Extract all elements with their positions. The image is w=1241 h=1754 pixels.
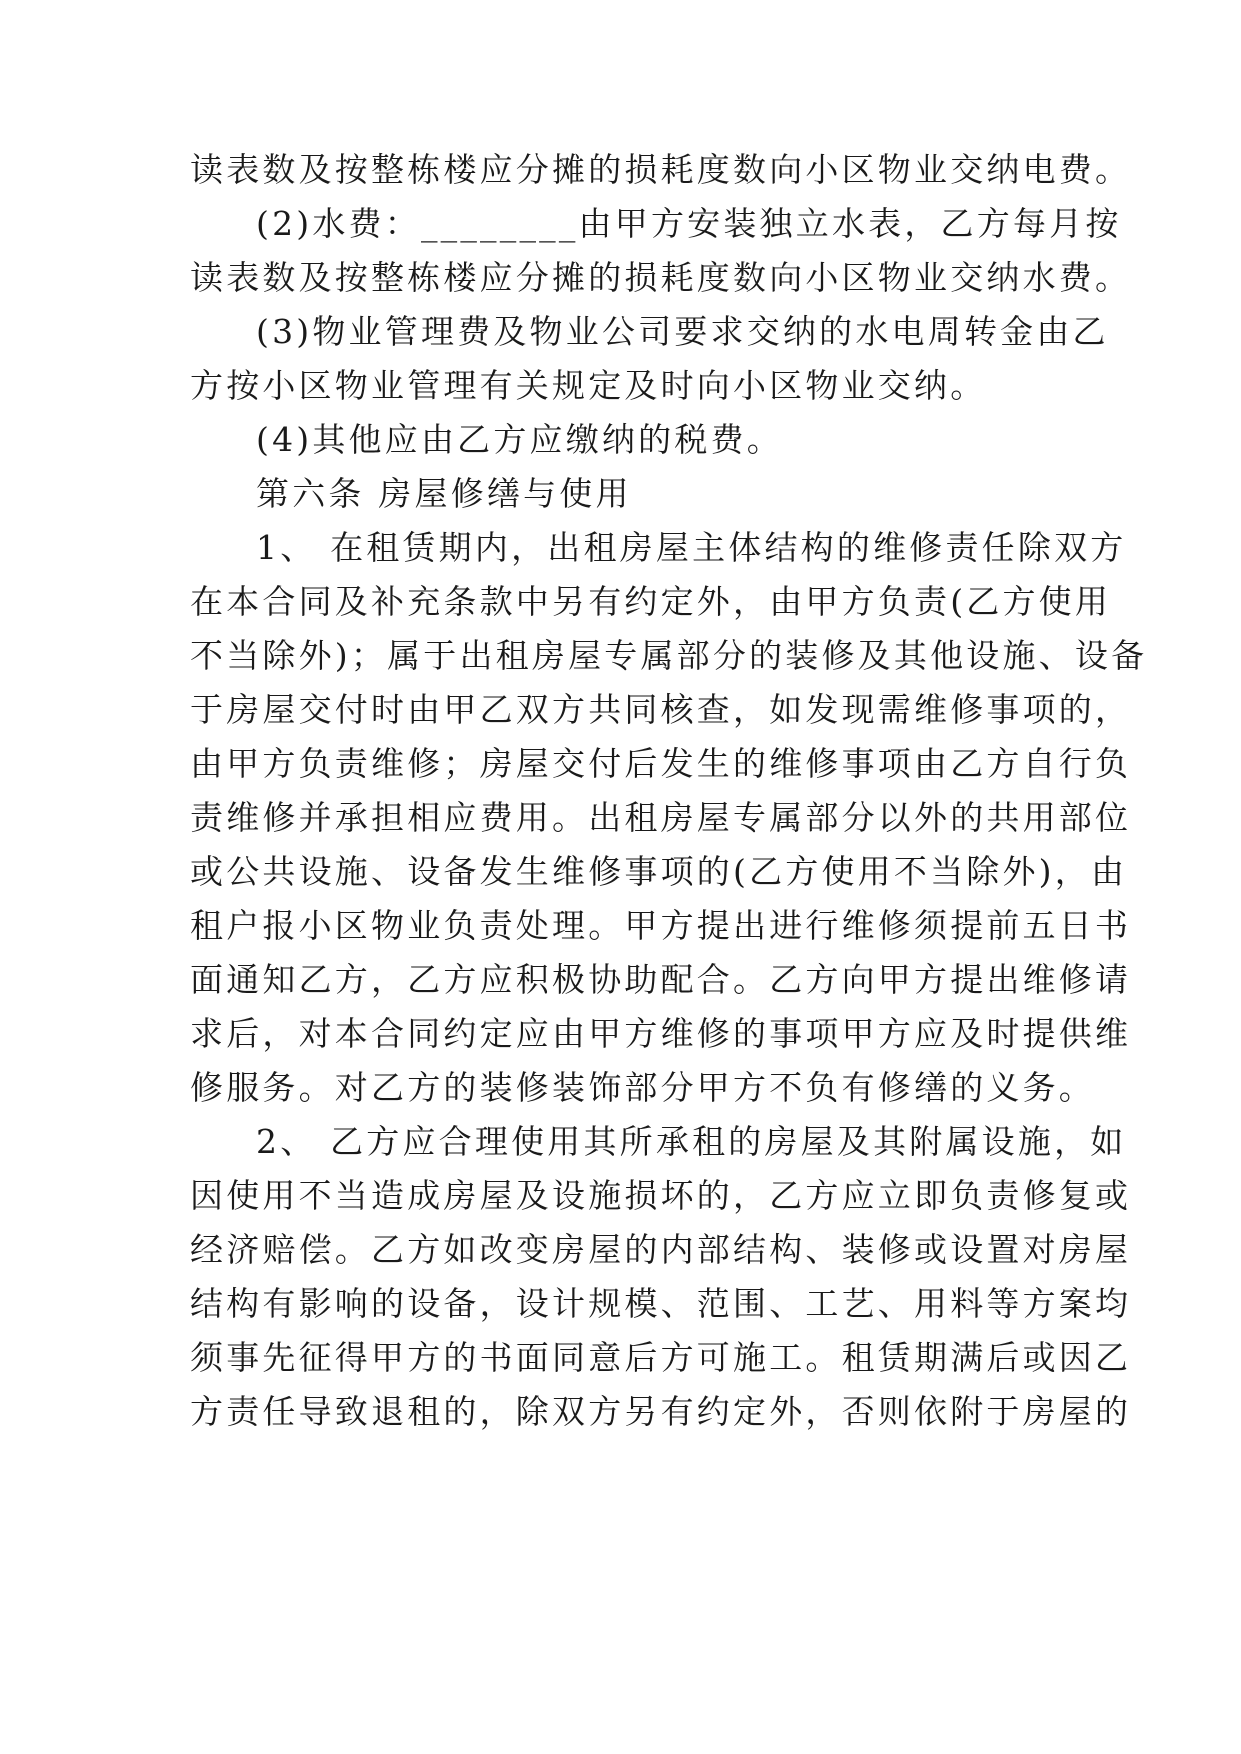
text-line: 于房屋交付时由甲乙双方共同核查，如发现需维修事项的， (190, 690, 1132, 729)
text-line: (3)物业管理费及物业公司要求交纳的水电周转金由乙 (256, 312, 1109, 351)
text-line: 方责任导致退租的，除双方另有约定外，否则依附于房屋的 (190, 1392, 1132, 1431)
text-line: 由甲方负责维修；房屋交付后发生的维修事项由乙方自行负 (190, 744, 1132, 783)
text-line: 1、 在租赁期内，出租房屋主体结构的维修责任除双方 (256, 528, 1127, 567)
text-line: 不当除外)；属于出租房屋专属部分的装修及其他设施、设备 (190, 636, 1148, 675)
text-line: (2)水费：________由甲方安装独立水表，乙方每月按 (256, 204, 1122, 243)
text-line: 方按小区物业管理有关规定及时向小区物业交纳。 (190, 366, 987, 405)
text-line: 因使用不当造成房屋及设施损坏的，乙方应立即负责修复或 (190, 1176, 1132, 1215)
text-line: 修服务。对乙方的装修装饰部分甲方不负有修缮的义务。 (190, 1068, 1095, 1107)
text-line: 须事先征得甲方的书面同意后方可施工。租赁期满后或因乙 (190, 1338, 1132, 1377)
text-line: (4)其他应由乙方应缴纳的税费。 (256, 420, 783, 459)
text-line: 租户报小区物业负责处理。甲方提出进行维修须提前五日书 (190, 906, 1132, 945)
text-line: 2、 乙方应合理使用其所承租的房屋及其附属设施，如 (256, 1122, 1127, 1161)
text-line: 结构有影响的设备，设计规模、范围、工艺、用料等方案均 (190, 1284, 1132, 1323)
text-line: 或公共设施、设备发生维修事项的(乙方使用不当除外)，由 (190, 852, 1128, 891)
text-line: 读表数及按整栋楼应分摊的损耗度数向小区物业交纳水费。 (190, 258, 1132, 297)
text-line: 面通知乙方，乙方应积极协助配合。乙方向甲方提出维修请 (190, 960, 1132, 999)
text-line: 求后，对本合同约定应由甲方维修的事项甲方应及时提供维 (190, 1014, 1132, 1053)
text-line: 在本合同及补充条款中另有约定外，由甲方负责(乙方使用 (190, 582, 1112, 621)
text-line: 责维修并承担相应费用。出租房屋专属部分以外的共用部位 (190, 798, 1132, 837)
section-heading: 第六条 房屋修缮与使用 (256, 474, 632, 513)
text-line: 读表数及按整栋楼应分摊的损耗度数向小区物业交纳电费。 (190, 150, 1132, 189)
text-line: 经济赔偿。乙方如改变房屋的内部结构、装修或设置对房屋 (190, 1230, 1132, 1269)
